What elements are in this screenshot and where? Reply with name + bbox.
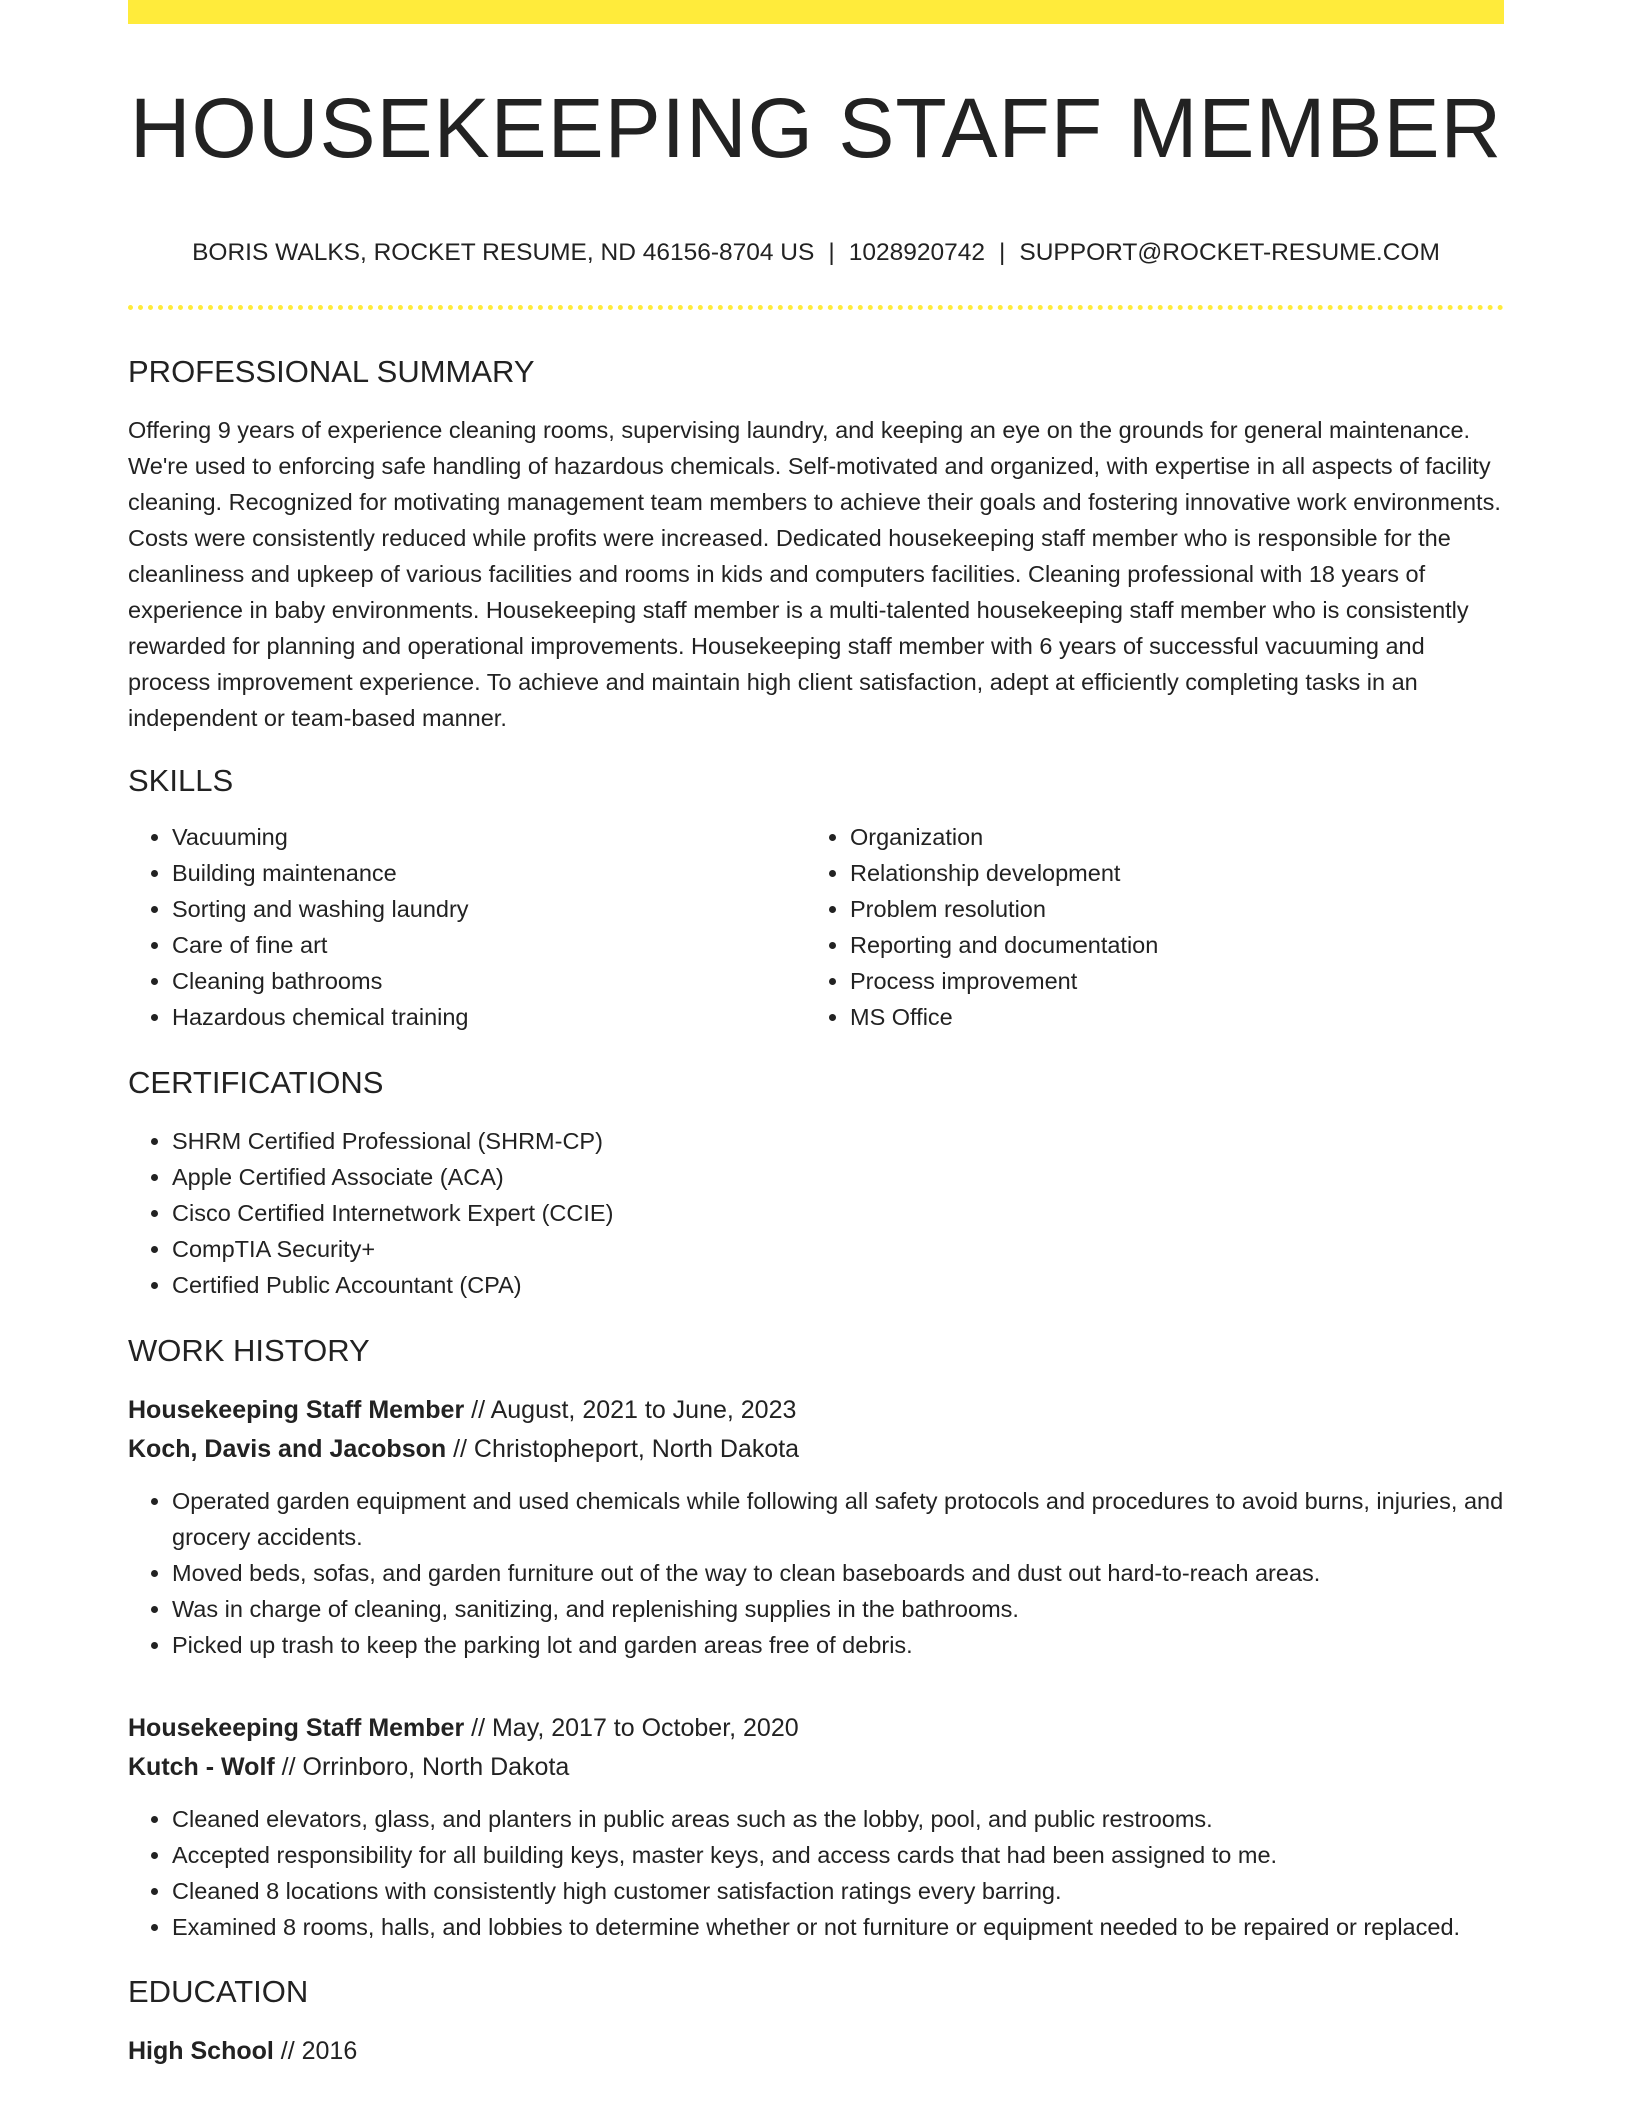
job-company-line bbox=[128, 1430, 1504, 1469]
skills-column-right bbox=[806, 819, 1484, 1035]
certification-item: • SHRM Certified Professional (SHRM-CP) bbox=[172, 1123, 1504, 1159]
job-bullet: • Operated garden equipment and used chemicals while following all safety protocols and procedures to avoid burns, injuries, and grocery accidents. bbox=[172, 1483, 1504, 1555]
job-dates: // August, 2021 to June, 2023 bbox=[464, 1396, 797, 1425]
skills-column-left bbox=[128, 819, 806, 1035]
skill-item: • Care of fine art bbox=[172, 927, 806, 963]
dotted-divider bbox=[128, 305, 1504, 310]
skill-item: • Cleaning bathrooms bbox=[172, 963, 806, 999]
resume-title: HOUSEKEEPING STAFF MEMBER bbox=[129, 81, 1503, 175]
job-bullet: • Was in charge of cleaning, sanitizing, and replenishing supplies in the bathrooms. bbox=[172, 1591, 1504, 1627]
skill-item: • MS Office bbox=[850, 999, 1484, 1035]
job-bullet: • Moved beds, sofas, and garden furniture out of the way to clean baseboards and dust out hard-to-reach areas. bbox=[172, 1555, 1504, 1591]
skill-item: • Problem resolution bbox=[850, 891, 1484, 927]
skills-heading: SKILLS bbox=[128, 762, 234, 798]
summary-text: Offering 9 years of experience cleaning rooms, supervising laundry, and keeping an eye on the grounds for general maintenance. We're used to enforcing safe handling of hazardous chemicals. Self-motivated and organized, with expertise in all aspects of facility cleaning. Recognized for motivating management team members to achieve their goals and fostering innovative work environments. Costs were consistently reduced while profits were increased. Dedicated housekeeping staff member who is responsible for the cleanliness and upkeep of various facilities and rooms in kids and computers facilities. Cleaning professional with 18 years of experience in baby environments. Housekeeping staff member is a multi-talented housekeeping staff member who is consistently rewarded for planning and operational improvements. Housekeeping staff member with 6 years of successful vacuuming and process improvement experience. To achieve and maintain high client satisfaction, adept at efficiently completing tasks in an independent or team-based manner. bbox=[128, 416, 1501, 731]
job-title: Housekeeping Staff Member bbox=[128, 1714, 465, 1743]
skills-grid bbox=[128, 819, 1504, 1035]
job-entry bbox=[128, 1709, 1504, 1945]
certification-item: • Apple Certified Associate (ACA) bbox=[172, 1159, 1504, 1195]
certification-item: • Certified Public Accountant (CPA) bbox=[172, 1267, 1504, 1303]
job-title-line bbox=[128, 1709, 1504, 1748]
skill-item: • Relationship development bbox=[850, 855, 1484, 891]
skill-item: • Vacuuming bbox=[172, 819, 806, 855]
job-location: // Orrinboro, North Dakota bbox=[274, 1753, 570, 1782]
job-bullets bbox=[128, 1801, 1504, 1945]
job-dates: // May, 2017 to October, 2020 bbox=[464, 1714, 799, 1743]
contact-phone: 1028920742 bbox=[848, 239, 985, 266]
skill-item: • Building maintenance bbox=[172, 855, 806, 891]
certifications-heading: CERTIFICATIONS bbox=[128, 1064, 384, 1100]
skill-item: • Reporting and documentation bbox=[850, 927, 1484, 963]
education-entry bbox=[128, 2032, 1504, 2071]
job-bullet: • Picked up trash to keep the parking lot and garden areas free of debris. bbox=[172, 1627, 1504, 1663]
resume-page bbox=[128, 0, 1504, 2071]
job-bullet: • Cleaned 8 locations with consistently high customer satisfaction ratings every barring. bbox=[172, 1873, 1504, 1909]
job-bullet: • Cleaned elevators, glass, and planters in public areas such as the lobby, pool, and public restrooms. bbox=[172, 1801, 1504, 1837]
certifications-list bbox=[128, 1123, 1504, 1303]
skill-item: • Process improvement bbox=[850, 963, 1484, 999]
job-title-line bbox=[128, 1391, 1504, 1430]
contact-address: BORIS WALKS, ROCKET RESUME, ND 46156-8704 US bbox=[192, 239, 815, 266]
skill-item: • Sorting and washing laundry bbox=[172, 891, 806, 927]
skill-item: • Organization bbox=[850, 819, 1484, 855]
summary-heading: PROFESSIONAL SUMMARY bbox=[128, 354, 535, 390]
accent-bar bbox=[128, 0, 1504, 24]
job-title: Housekeeping Staff Member bbox=[128, 1396, 465, 1425]
job-location: // Christopheport, North Dakota bbox=[446, 1435, 800, 1464]
work-history-heading: WORK HISTORY bbox=[128, 1332, 370, 1368]
job-entry bbox=[128, 1391, 1504, 1663]
certification-item: • Cisco Certified Internetwork Expert (CCIE) bbox=[172, 1195, 1504, 1231]
contact-separator: | bbox=[998, 239, 1006, 266]
job-company: Kutch - Wolf bbox=[128, 1753, 275, 1782]
certification-item: • CompTIA Security+ bbox=[172, 1231, 1504, 1267]
job-bullet: • Examined 8 rooms, halls, and lobbies to determine whether or not furniture or equipment needed to be repaired or replaced. bbox=[172, 1909, 1504, 1945]
contact-separator: | bbox=[828, 239, 835, 266]
job-company-line bbox=[128, 1748, 1504, 1787]
contact-line bbox=[128, 238, 1504, 267]
education-year: // 2016 bbox=[273, 2037, 358, 2066]
job-company: Koch, Davis and Jacobson bbox=[128, 1435, 447, 1464]
job-bullet: • Accepted responsibility for all building keys, master keys, and access cards that had been assigned to me. bbox=[172, 1837, 1504, 1873]
education-school: High School bbox=[128, 2037, 274, 2066]
contact-email[interactable]: SUPPORT@ROCKET-RESUME.COM bbox=[1019, 239, 1440, 266]
education-heading: EDUCATION bbox=[128, 1974, 309, 2010]
skill-item: • Hazardous chemical training bbox=[172, 999, 806, 1035]
job-bullets bbox=[128, 1483, 1504, 1663]
